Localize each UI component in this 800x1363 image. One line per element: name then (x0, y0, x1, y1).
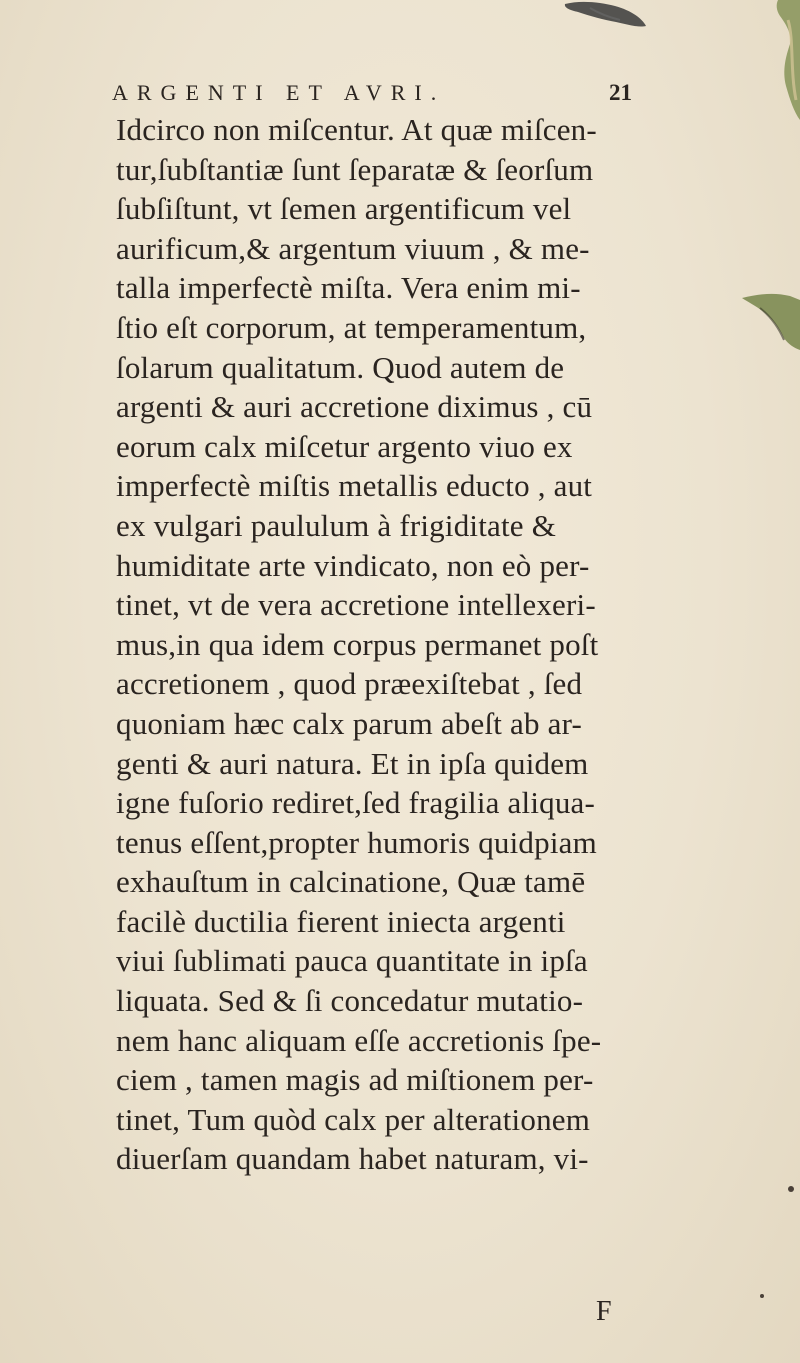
text-line: tur,ſubſtantiæ ſunt ſeparatæ & ſeorſum (116, 151, 594, 187)
text-line: liquata. Sed & ſi concedatur mutatio- (116, 983, 584, 1019)
text-line: nem hanc aliquam eſſe accretionis ſpe- (116, 1022, 602, 1058)
green-stain-top-right (760, 0, 800, 120)
body-text (116, 110, 756, 1179)
text-line: igne fuſorio rediret,ſed fragilia aliqua- (116, 785, 596, 821)
text-line: tenus eſſent,propter humoris quidpiam (116, 824, 597, 860)
text-line: accretionem , quod præexiſtebat , ſed (116, 666, 583, 702)
text-line: humiditate arte vindicato, non eò per- (116, 547, 590, 583)
running-head-title: ARGENTI ET AVRI. (112, 80, 446, 105)
text-line: eorum calx miſcetur argento viuo ex (116, 428, 573, 464)
text-line: ſubſiſtunt, vt ſemen argentificum vel (116, 191, 572, 227)
text-line: imperfectè miſtis metallis educto , aut (116, 468, 593, 504)
text-line: tinet, Tum quòd calx per alterationem (116, 1101, 591, 1137)
speck-mark (760, 1294, 764, 1298)
text-line: mus,in qua idem corpus permanet poſt (116, 626, 599, 662)
text-line: ciem , tamen magis ad miſtionem per- (116, 1062, 594, 1098)
signature-mark: F (596, 1296, 612, 1327)
speck-mark (788, 1186, 794, 1192)
page-number: 21 (609, 80, 632, 105)
text-line: aurificum,& argentum viuum , & me- (116, 230, 590, 266)
running-head (112, 80, 632, 114)
text-line: quoniam hæc calx parum abeſt ab ar- (116, 705, 583, 741)
text-line: exhauſtum in calcinatione, Quæ tamē (116, 864, 586, 900)
text-line: ex vulgari paululum à frigiditate & (116, 507, 557, 543)
text-line: argenti & auri accretione diximus , cū (116, 389, 593, 425)
text-line: ſolarum qualitatum. Quod autem de (116, 349, 565, 385)
ink-blot-top (560, 0, 650, 40)
text-line: ſtio eſt corporum, at temperamentum, (116, 309, 587, 345)
text-line: diuerſam quandam habet naturam, vi- (116, 1141, 589, 1177)
text-line: facilè ductilia fierent iniecta argenti (116, 903, 566, 939)
text-line: genti & auri natura. Et in ipſa quidem (116, 745, 589, 781)
text-line: tinet, vt de vera accretione intellexeri- (116, 587, 596, 623)
text-line: Idcirco non miſcentur. At quæ miſcen- (116, 112, 597, 147)
text-line: viui ſublimati pauca quantitate in ipſa (116, 943, 588, 979)
text-line: talla imperfectè miſta. Vera enim mi- (116, 270, 581, 306)
